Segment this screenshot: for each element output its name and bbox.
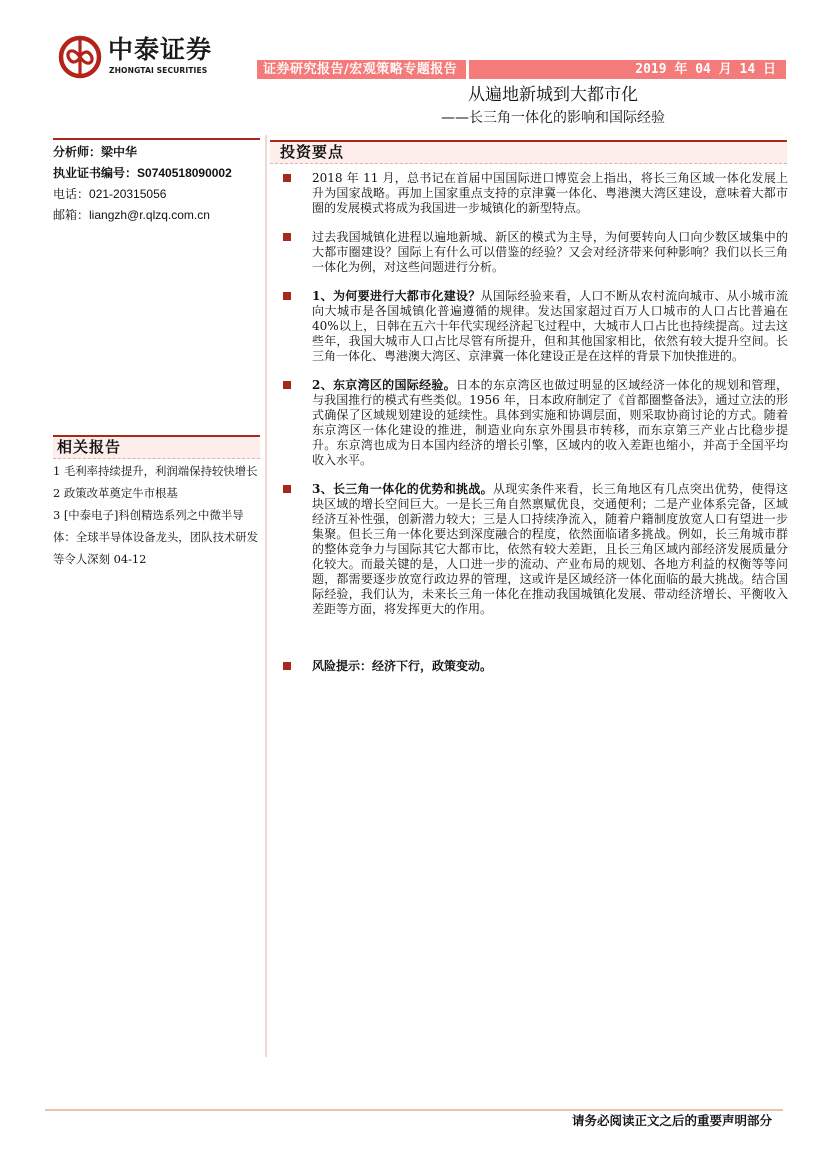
analyst-email[interactable]: liangzh@r.qlzq.com.cn xyxy=(89,208,210,222)
point-lead: 1、为何要进行大都市化建设？ xyxy=(312,289,481,303)
report-date: 2019 年 04 月 14 日 xyxy=(469,60,786,79)
analyst-phone: 021-20315056 xyxy=(89,187,167,201)
column-divider xyxy=(265,135,267,1057)
risk-text: 风险提示：经济下行，政策变动。 xyxy=(312,659,493,673)
analyst-phone-label: 电话： xyxy=(53,187,90,201)
analyst-name-row xyxy=(53,142,263,163)
analyst-cert-label: 执业证书编号： xyxy=(53,166,138,180)
analyst-email-row xyxy=(53,205,263,226)
point-item xyxy=(283,289,788,364)
point-lead: 2、东京湾区的国际经验。 xyxy=(312,378,457,392)
point-lead: 3、长三角一体化的优势和挑战。 xyxy=(312,482,493,496)
analyst-cert: S0740518090002 xyxy=(137,166,232,180)
point-item xyxy=(283,378,788,468)
point-item xyxy=(283,482,788,617)
analyst-name-label: 分析师： xyxy=(53,145,102,159)
footer-disclaimer: 请务必阅读正文之后的重要声明部分 xyxy=(571,1113,772,1128)
footer-rule xyxy=(45,1109,783,1111)
analyst-email-label: 邮箱： xyxy=(53,208,90,222)
point-text: 2018 年 11 月，总书记在首届中国国际进口博览会上指出，将长三角区域一体化发展上升为国家战略。再加上国家重点支持的京津冀一体化、粤港澳大湾区建设，意味着大都市圈的发展模式将成为我国进一步城镇化的新型特点。 xyxy=(312,171,788,215)
analyst-info xyxy=(53,142,263,226)
analyst-top-rule xyxy=(53,138,260,140)
related-reports-heading: 相关报告 xyxy=(53,437,260,459)
point-text: 从国际经验来看，人口不断从农村流向城市、从小城市流向大城市是各国城镇化普遍遵循的规律。发达国家超过百万人口城市的人口占比普遍在 40%以上，日韩在五六十年代实现经济起飞过程中，大城市人口占比也持续提高。过去这些年，我国大城市人口占比尽管有所提升，但和其他国家相比，依然有较大提升空间。长三角一体化、粤港澳大湾区、京津冀一体化建设正是在这样的背景下加快推进的。 xyxy=(312,289,788,363)
related-report-item[interactable]: 2 政策改革奠定牛市根基 xyxy=(53,486,178,500)
zhongtai-logo-icon xyxy=(58,35,102,79)
point-text: 从现实条件来看，长三角地区有几点突出优势，使得这块区域的增长空间巨大。一是长三角自然禀赋优良，交通便利；二是产业体系完备，区域经济互补性强，创新潜力较大；三是人口持续净流入，随着户籍制度放宽人口有望进一步集聚。但长三角一体化要达到深度融合的程度，依然面临诸多挑战。例如，长三角城市群的整体竞争力与国际其它大都市比，依然有较大差距，且长三角区域内部经济发展质量分化较大。而最关键的是，人口进一步的流动、产业布局的规划、各地方利益的权衡等等问题，都需要逐步放宽行政边界的管理，这或许是区域经济一体化面临的最大挑战。结合国际经验，我们认为，未来长三角一体化在推动我国城镇化发展、带动经济增长、平衡收入差距等方面，将发挥更大的作用。 xyxy=(312,482,788,616)
related-report-item[interactable]: 3 [中泰电子]科创精选系列之中微半导体：全球半导体设备龙头，团队技术研发等令人深刻 04-12 xyxy=(53,508,259,566)
analyst-cert-row xyxy=(53,163,263,184)
logo-name-cn: 中泰证券 xyxy=(108,35,213,64)
bullet-square-icon xyxy=(283,174,291,182)
bullet-square-icon xyxy=(283,292,291,300)
investment-points-list xyxy=(283,171,788,688)
bullet-square-icon xyxy=(283,233,291,241)
logo-name-en: ZHONGTAI SECURITIES xyxy=(109,66,208,75)
point-text: 过去我国城镇化进程以遍地新城、新区的模式为主导，为何要转向人口向少数区域集中的大都市圈建设？国际上有什么可以借鉴的经验？又会对经济带来何种影响？我们以长三角一体化为例，对这些问题进行分析。 xyxy=(312,230,788,274)
bullet-square-icon xyxy=(283,662,291,670)
analyst-phone-row xyxy=(53,184,263,205)
report-title: 从遍地新城到大都市化 xyxy=(468,85,638,105)
related-reports-list xyxy=(53,460,263,570)
analyst-name: 梁中华 xyxy=(101,145,138,159)
report-type-band: 证券研究报告/宏观策略专题报告 xyxy=(257,60,466,79)
risk-warning xyxy=(283,659,788,674)
point-item xyxy=(283,230,788,275)
bullet-square-icon xyxy=(283,485,291,493)
point-text: 日本的东京湾区也做过明显的区域经济一体化的规划和管理，与我国推行的模式有些类似。1956 年，日本政府制定了《首都圈整备法》，通过立法的形式确保了区域规划建设的延续性。具体到实施和协调层面，则采取协商讨论的方式。随着东京湾区一体化建设的推进，制造业向东京外围县市转移，而东京第三产业占比稳步提升。东京湾也成为日本国内经济的增长引擎，区域内的收入差距也缩小，并高于全国平均收入水平。 xyxy=(312,378,788,467)
bullet-square-icon xyxy=(283,381,291,389)
company-logo xyxy=(58,35,218,83)
point-item xyxy=(283,171,788,216)
investment-points-heading: 投资要点 xyxy=(270,142,787,164)
report-subtitle: ——长三角一体化的影响和国际经验 xyxy=(441,110,665,126)
related-report-item[interactable]: 1 毛利率持续提升，利润端保持较快增长 xyxy=(53,464,258,478)
